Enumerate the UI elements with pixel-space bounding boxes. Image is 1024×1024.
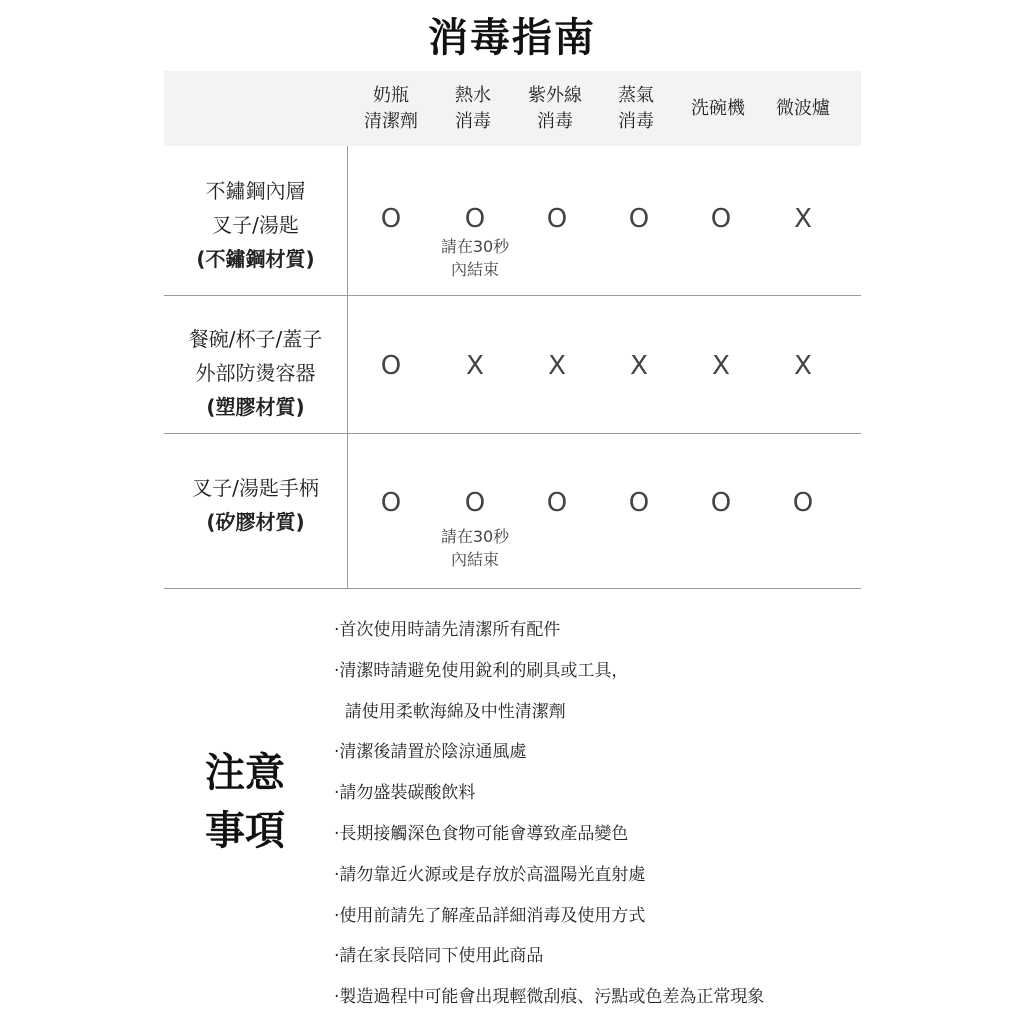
row-label-line: 外部防燙容器 (195, 361, 316, 385)
time-note: 請在30秒 內結束 (440, 237, 510, 279)
row-label-line: 餐碗/杯子/蓋子 (188, 327, 323, 351)
disinfection-table (164, 71, 861, 589)
list-item: ‧清潔時請避免使用銳利的刷具或工具， (334, 660, 629, 681)
list-item: ‧首次使用時請先清潔所有配件 (334, 620, 561, 640)
compat-mark: O (710, 488, 732, 518)
column-header-dishwasher: 洗碗機 (691, 97, 745, 119)
list-item: ‧請在家長陪同下使用此商品 (334, 946, 544, 967)
row-label (164, 317, 347, 429)
compat-mark: X (466, 351, 484, 381)
compat-mark: O (546, 204, 568, 234)
notes-list (334, 610, 894, 1018)
row-divider (164, 588, 861, 589)
column-header-uv: 紫外線 消毒 (528, 84, 582, 132)
list-item: 請使用柔軟海綿及中性清潔劑 (334, 701, 566, 722)
row-material: (塑膠材質) (206, 395, 305, 419)
compat-mark: X (712, 351, 730, 381)
notes-title: 注意 事項 (205, 750, 285, 854)
row-label (164, 169, 347, 281)
compat-mark: O (628, 204, 650, 234)
table-header (164, 71, 861, 146)
compat-mark: O (792, 488, 814, 518)
row-label-line: 叉子/湯匙 (212, 213, 299, 237)
row-divider (164, 433, 861, 434)
time-note: 請在30秒 內結束 (440, 527, 510, 569)
page-title: 消毒指南 (428, 15, 596, 61)
column-header-hot-water: 熱水 消毒 (455, 84, 491, 132)
column-header-steam: 蒸氣 消毒 (618, 84, 654, 132)
column-header-microwave: 微波爐 (776, 97, 830, 119)
list-item: ‧使用前請先了解產品詳細消毒及使用方式 (334, 905, 646, 926)
list-item: ‧請勿靠近火源或是存放於高溫陽光直射處 (334, 864, 646, 885)
row-material: (不鏽鋼材質) (196, 247, 315, 271)
compat-mark: X (794, 204, 812, 234)
list-item: ‧製造過程中可能會出現輕微刮痕、污點或色差為正常現象 (334, 987, 765, 1008)
list-item: ‧請勿盛裝碳酸飲料 (334, 783, 476, 804)
compat-mark: O (546, 488, 568, 518)
row-label-line: 叉子/湯匙手柄 (192, 476, 319, 500)
row-divider (164, 295, 861, 296)
column-header-bottle-cleaner: 奶瓶 清潔劑 (364, 84, 418, 132)
compat-mark: O (464, 204, 486, 234)
compat-mark: O (380, 488, 402, 518)
compat-mark: O (380, 351, 402, 381)
compat-mark: X (794, 351, 812, 381)
compat-mark: X (548, 351, 566, 381)
list-item: ‧清潔後請置於陰涼通風處 (334, 742, 527, 763)
compat-mark: O (464, 488, 486, 518)
row-material: (矽膠材質) (206, 510, 305, 534)
compat-mark: O (380, 204, 402, 234)
compat-mark: O (710, 204, 732, 234)
column-divider (347, 146, 348, 589)
compat-mark: O (628, 488, 650, 518)
list-item: ‧長期接觸深色食物可能會導致產品變色 (334, 823, 629, 844)
row-label-line: 不鏽鋼內層 (205, 179, 306, 203)
row-label (164, 467, 347, 543)
compat-mark: X (630, 351, 648, 381)
